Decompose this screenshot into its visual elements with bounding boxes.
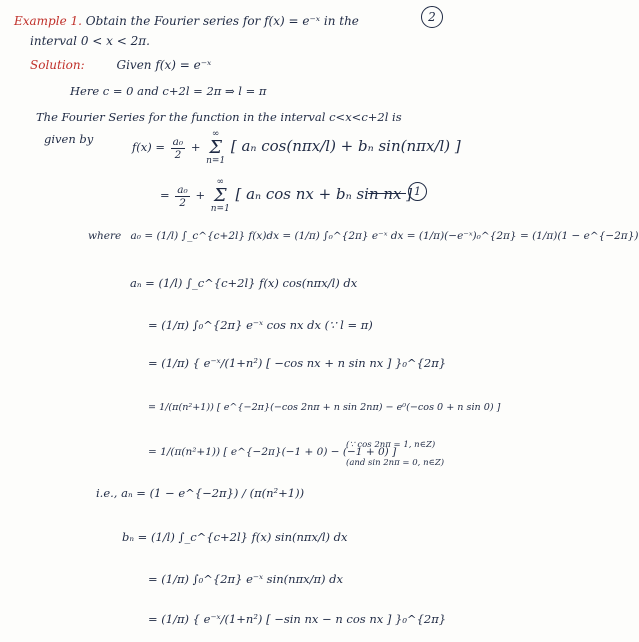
fourier-series-simplified [160, 178, 412, 214]
solution-line [30, 58, 211, 72]
a0-half-fraction-2 [175, 184, 189, 209]
example-label: Example 1. [14, 14, 82, 28]
bn-line-1: bₙ = (1/l) ∫_c^{c+2l} f(x) sin(nπx/l) dx [122, 530, 348, 544]
side-note-2: (and sin 2nπ = 0, n∈Z) [346, 458, 445, 468]
an-line-4: = 1/(π(n²+1)) [ e^{−2π}(−cos 2nπ + n sin 2nπ) − e⁰(−cos 0 + n sin 0) ] [148, 402, 501, 413]
a0-expression: a₀ = (1/l) ∫_c^{c+2l} f(x)dx = (1/π) ∫₀^{2π} e⁻ˣ dx = (1/π)(−e⁻ˣ)₀^{2π} = (1/π)(1 − e^{−2π}) [130, 230, 639, 242]
plus-sign: + [190, 140, 201, 154]
sum-symbol-2: Σ [213, 185, 227, 206]
sum-lower-2: n=1 [210, 204, 230, 214]
side-note-1: (∵ cos 2nπ = 1, n∈Z) [346, 440, 436, 450]
a0-line [88, 230, 639, 242]
an-line-3: = (1/π) { e⁻ˣ/(1+n²) [ −cos nx + n sin nx ] }₀^{2π} [148, 356, 447, 370]
summation [206, 130, 225, 166]
eq2-equals: = [160, 188, 170, 202]
equation-tag: 1 [414, 185, 421, 198]
sum-lower: n=1 [206, 156, 226, 166]
eq1-lhs: f(x) = [132, 140, 166, 154]
where-label: where [88, 230, 122, 242]
eq2-body: [ aₙ cos nx + bₙ sin nx ] [235, 185, 413, 203]
sum-symbol: Σ [209, 137, 223, 158]
series-intro-1: The Fourier Series for the function in the interval c<x<c+2l is [36, 110, 402, 124]
a0-numerator-2: a₀ [177, 183, 188, 196]
fourier-series-equation [132, 130, 461, 166]
sum-upper-2: ∞ [216, 177, 225, 187]
an-line-2: = (1/π) ∫₀^{2π} e⁻ˣ cos nx dx (∵ l = π) [148, 318, 373, 332]
a0-half-fraction [171, 136, 185, 161]
a0-numerator: a₀ [172, 135, 184, 148]
eq1-body: [ aₙ cos(nπx/l) + bₙ sin(nπx/l) ] [230, 137, 461, 155]
page-number: 2 [428, 10, 436, 24]
example-heading [14, 14, 359, 28]
here-line: Here c = 0 and c+2l = 2π ⇒ l = π [70, 84, 267, 98]
an-line-1: aₙ = (1/l) ∫_c^{c+2l} f(x) cos(nπx/l) dx [130, 276, 358, 290]
a0-denominator: 2 [174, 148, 182, 161]
problem-statement: Obtain the Fourier series for f(x) = e⁻ˣ in the [85, 14, 359, 28]
sum-upper: ∞ [211, 129, 220, 139]
problem-statement-cont: interval 0 < x < 2π. [30, 34, 150, 48]
given-statement: Given f(x) = e⁻ˣ [116, 58, 212, 72]
tag-connector-line [368, 193, 406, 194]
solution-label: Solution: [30, 58, 85, 72]
summation-2 [211, 178, 230, 214]
an-result: i.e., aₙ = (1 − e^{−2π}) / (π(n²+1)) [96, 486, 305, 500]
plus-sign-2: + [195, 188, 206, 202]
equation-tag-circle [408, 182, 427, 201]
bn-line-2: = (1/π) ∫₀^{2π} e⁻ˣ sin(nπx/π) dx [148, 572, 344, 586]
an-line-5: = 1/(π(n²+1)) [ e^{−2π}(−1 + 0) − (−1 + 0) ] [148, 446, 397, 458]
series-intro-2: given by [44, 132, 94, 146]
a0-denominator-2: 2 [179, 196, 186, 209]
bn-line-3: = (1/π) { e⁻ˣ/(1+n²) [ −sin nx − n cos nx ] }₀^{2π} [148, 612, 447, 626]
page-number-circle [421, 6, 443, 28]
